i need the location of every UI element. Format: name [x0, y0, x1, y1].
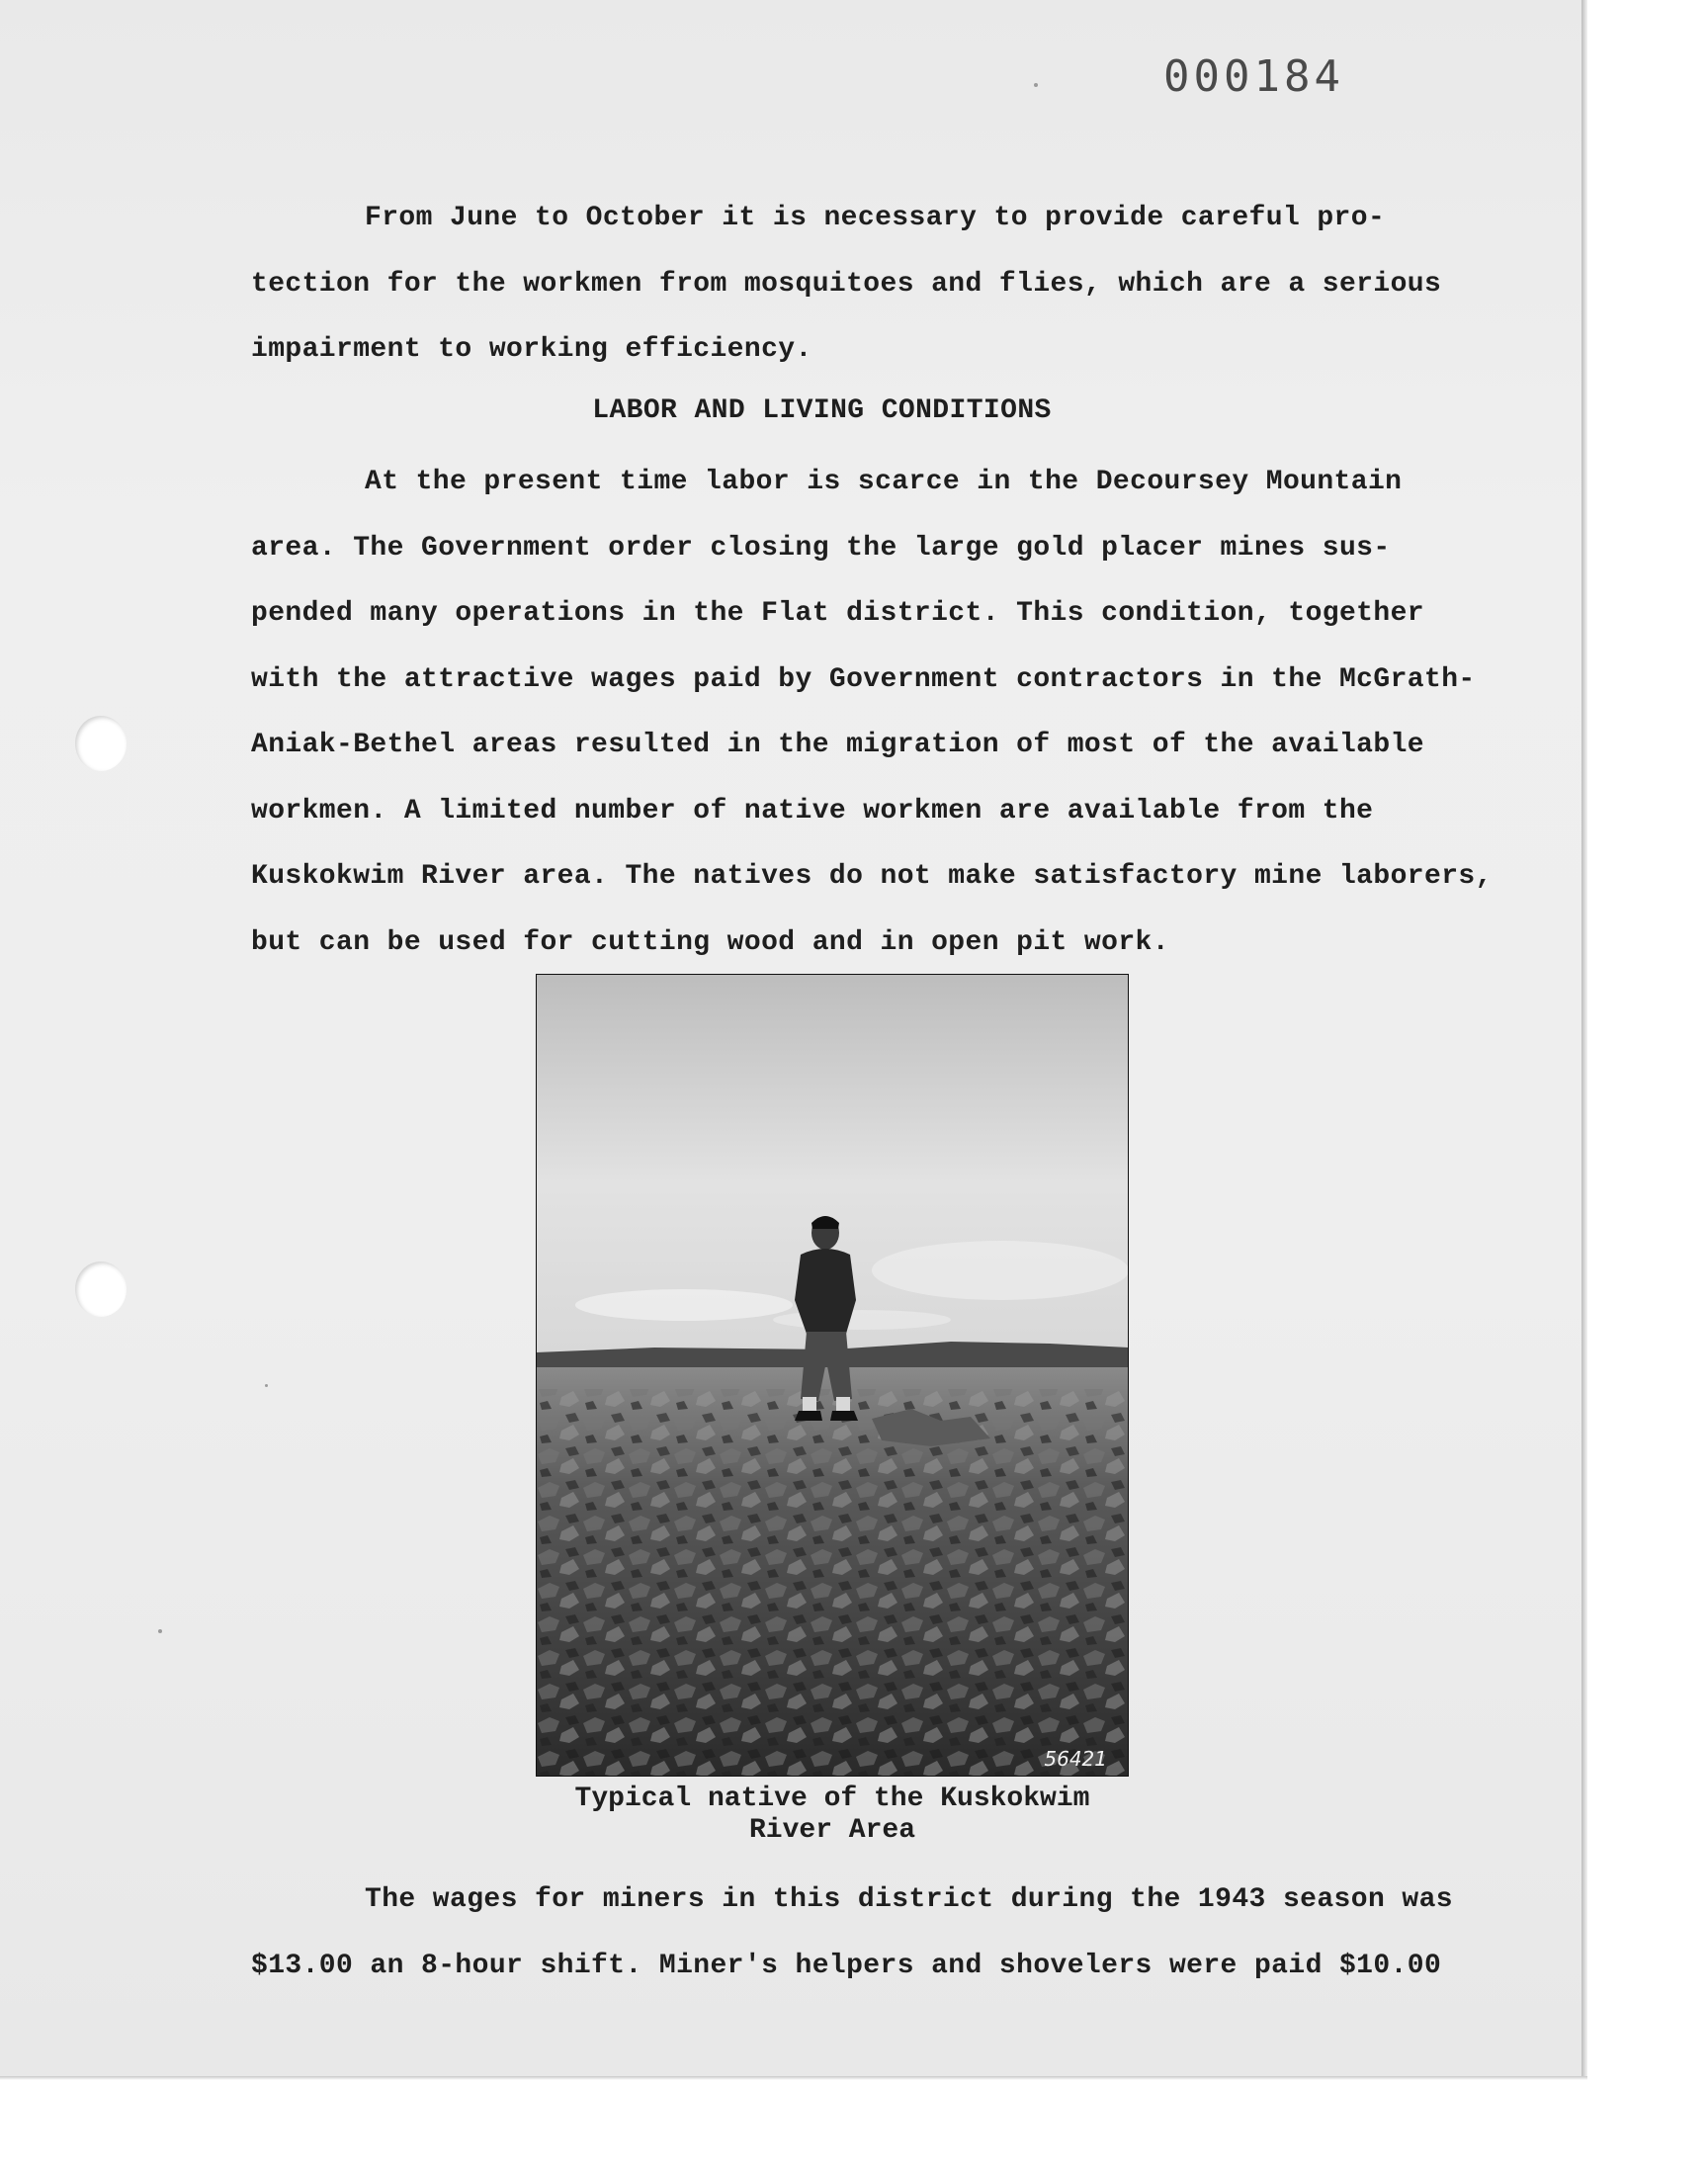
caption-line: Typical native of the Kuskokwim [574, 1784, 1090, 1814]
wages-paragraph [251, 1868, 1477, 1999]
text-line: impairment to working efficiency. [251, 334, 812, 365]
text-line: with the attractive wages paid by Government contractors in the McGrath- [251, 663, 1476, 695]
text-line: $13.00 an 8-hour shift. Miner's helpers and shovelers were paid $10.00 [251, 1950, 1442, 1981]
text-line: Kuskokwim River area. The natives do not make satisfactory mine laborers, [251, 861, 1493, 892]
punch-hole [75, 1262, 127, 1317]
page-bottom-shadow [0, 2076, 1587, 2080]
page-edge-shadow [1581, 0, 1587, 2076]
text-line: tection for the workmen from mosquitoes and flies, which are a serious [251, 268, 1442, 300]
text-line: pended many operations in the Flat district. This condition, together [251, 598, 1424, 629]
intro-paragraph [251, 186, 1477, 384]
caption-line: River Area [748, 1815, 916, 1846]
photograph [536, 974, 1129, 1777]
page-number: 000184 [1163, 51, 1344, 102]
section-heading: LABOR AND LIVING CONDITIONS [592, 395, 1052, 426]
text-line: area. The Government order closing the large gold placer mines sus- [251, 532, 1391, 564]
negative-number: 56421 [1044, 1747, 1107, 1771]
photo-caption [536, 1784, 1129, 1847]
labor-paragraph [251, 450, 1493, 976]
text-line: At the present time labor is scarce in the Decoursey Mountain [365, 467, 1403, 497]
photo-illustration [536, 974, 1129, 1777]
text-line: but can be used for cutting wood and in open pit work. [251, 926, 1169, 958]
punch-hole [75, 716, 127, 771]
text-line: workmen. A limited number of native workmen are available from the [251, 795, 1374, 826]
text-line: The wages for miners in this district during the 1943 season was [365, 1884, 1453, 1915]
text-line: From June to October it is necessary to provide careful pro- [365, 203, 1386, 233]
text-line: Aniak-Bethel areas resulted in the migration of most of the available [251, 730, 1424, 760]
